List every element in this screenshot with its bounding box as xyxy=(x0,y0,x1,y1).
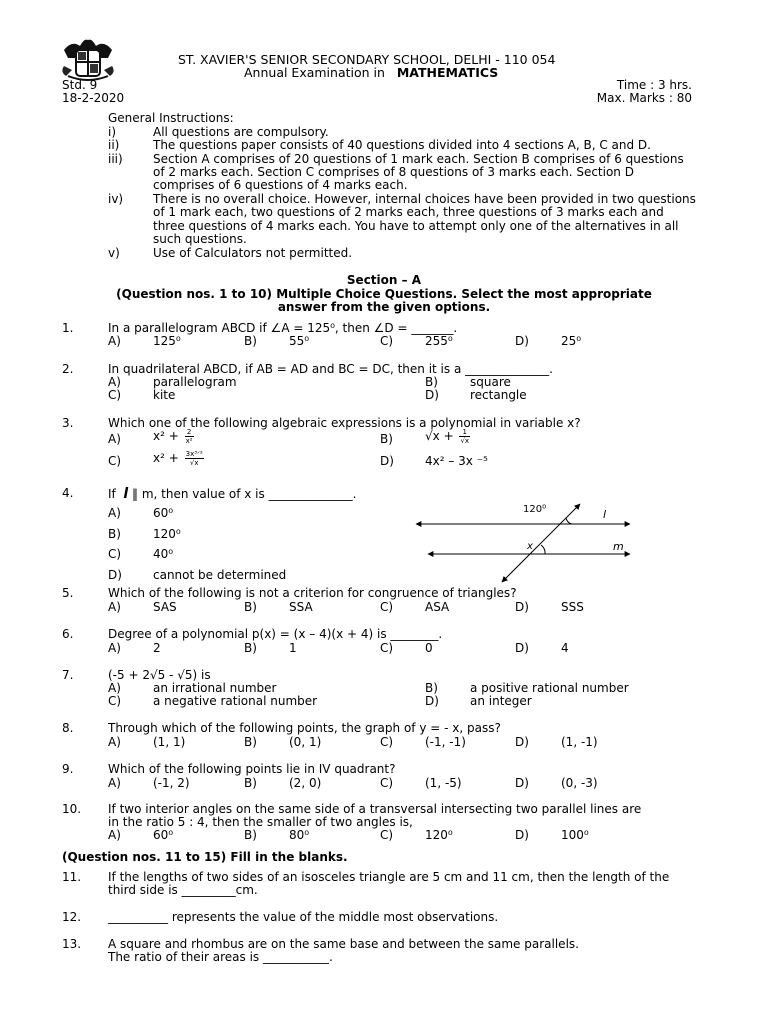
instruction-text: Use of Calculators not permitted. xyxy=(153,246,353,260)
option-text: 55⁰ xyxy=(289,334,310,348)
line-label-m: m xyxy=(613,540,624,553)
line-l-variable: l xyxy=(123,486,129,502)
fraction-numerator: 2 xyxy=(185,428,194,437)
parallel-lines-figure xyxy=(410,496,635,586)
date-label: 18-2-2020 xyxy=(62,91,125,105)
option-text: 120⁰ xyxy=(425,828,453,842)
instruction-text: There is no overall choice. However, internal choices have been provided in two questions xyxy=(153,192,696,206)
option-label: A) xyxy=(108,641,121,655)
option-text: 80⁰ xyxy=(289,828,310,842)
question-number: 9. xyxy=(62,762,74,776)
option-text: an irrational number xyxy=(153,681,277,695)
option-label: D) xyxy=(515,776,529,790)
option-text: a negative rational number xyxy=(153,694,318,708)
instruction-number: v) xyxy=(108,246,120,260)
instruction-number: iii) xyxy=(108,152,123,166)
instruction-text: The questions paper consists of 40 questions divided into 4 sections A, B, C and D. xyxy=(153,138,651,152)
question-number: 13. xyxy=(62,937,82,951)
instruction-text: All questions are compulsory. xyxy=(153,125,329,139)
option-label: A) xyxy=(108,776,121,790)
expression-prefix: √x + xyxy=(425,429,454,443)
option-text: SSA xyxy=(289,600,313,614)
option-label: C) xyxy=(108,454,122,468)
exam-subject: MATHEMATICS xyxy=(396,65,499,80)
option-text: (1, -1) xyxy=(561,735,598,749)
question-text: __________ represents the value of the middle most observations. xyxy=(108,910,499,924)
option-label: D) xyxy=(108,568,122,582)
fraction-numerator: 1 xyxy=(459,428,470,437)
question-text-line1: If the lengths of two sides of an isosceles triangle are 5 cm and 11 cm, then the length of the xyxy=(108,870,670,884)
option-expression xyxy=(153,428,194,445)
expression-prefix: x² + xyxy=(153,451,179,465)
option-text: 2 xyxy=(153,641,161,655)
question-number: 12. xyxy=(62,910,82,924)
option-label: A) xyxy=(108,600,121,614)
section-a-instruction-line2: answer from the given options. xyxy=(277,300,491,314)
option-label: A) xyxy=(108,506,121,520)
option-text: a positive rational number xyxy=(470,681,629,695)
option-text: 255⁰ xyxy=(425,334,453,348)
instruction-text: such questions. xyxy=(153,232,247,246)
time-label: Time : 3 hrs. xyxy=(616,78,692,92)
exam-title xyxy=(244,65,498,80)
instruction-number: iv) xyxy=(108,192,124,206)
expression-prefix: x² + xyxy=(153,429,179,443)
option-text: kite xyxy=(153,388,176,402)
question-text-line2: third side is _________cm. xyxy=(108,883,258,897)
option-text: (-1, -1) xyxy=(425,735,466,749)
question-text-line1: If two interior angles on the same side of a transversal intersecting two parallel lines are xyxy=(108,802,642,816)
option-label: D) xyxy=(425,694,439,708)
instruction-text: of 1 mark each, two questions of 2 marks each, three questions of 3 marks each and xyxy=(153,205,664,219)
option-label: B) xyxy=(244,334,257,348)
question-text xyxy=(108,486,356,502)
question-number: 3. xyxy=(62,416,74,430)
option-label: C) xyxy=(380,735,394,749)
option-label: C) xyxy=(108,547,122,561)
instruction-text: Section A comprises of 20 questions of 1 mark each. Section B comprises of 6 questions xyxy=(153,152,684,166)
question-number: 2. xyxy=(62,362,74,376)
option-text: 100⁰ xyxy=(561,828,589,842)
angle-label-x: x xyxy=(527,541,533,552)
question-text-line2: in the ratio 5 : 4, then the smaller of two angles is, xyxy=(108,815,413,829)
option-text: SAS xyxy=(153,600,177,614)
question-number: 11. xyxy=(62,870,82,884)
option-text: SSS xyxy=(561,600,584,614)
option-label: D) xyxy=(515,735,529,749)
option-label: C) xyxy=(108,694,122,708)
option-label: B) xyxy=(425,681,438,695)
option-text: (0, 1) xyxy=(289,735,322,749)
question-text: Which of the following points lie in IV quadrant? xyxy=(108,762,396,776)
option-text: cannot be determined xyxy=(153,568,287,582)
option-label: C) xyxy=(380,600,394,614)
option-label: C) xyxy=(380,334,394,348)
instructions-title: General Instructions: xyxy=(108,111,234,125)
question-number: 1. xyxy=(62,321,74,335)
question-text: Degree of a polynomial p(x) = (x – 4)(x + 4) is ________. xyxy=(108,627,443,641)
school-name: ST. XAVIER'S SENIOR SECONDARY SCHOOL, DELHI - 110 054 xyxy=(178,52,556,67)
instruction-text: of 2 marks each. Section C comprises of 8 questions of 3 marks each. Section D xyxy=(153,165,634,179)
transversal xyxy=(502,504,580,582)
section-a-instruction-line1: (Question nos. 1 to 10) Multiple Choice Questions. Select the most appropriate xyxy=(116,287,652,301)
question-text-end: ‖ m, then value of x is ______________. xyxy=(132,487,357,501)
option-label: B) xyxy=(108,527,121,541)
question-text-line1: A square and rhombus are on the same base and between the same parallels. xyxy=(108,937,579,951)
question-text: In quadrilateral ABCD, if AB = AD and BC = DC, then it is a ______________. xyxy=(108,362,553,376)
option-text: 125⁰ xyxy=(153,334,181,348)
option-label: D) xyxy=(425,388,439,402)
option-text: 120⁰ xyxy=(153,527,181,541)
instruction-number: i) xyxy=(108,125,117,139)
question-text-start: If xyxy=(108,487,116,501)
instruction-number: ii) xyxy=(108,138,120,152)
question-text: Through which of the following points, the graph of y = - x, pass? xyxy=(108,721,501,735)
option-text: (0, -3) xyxy=(561,776,598,790)
option-text: 4x² – 3x ⁻⁵ xyxy=(425,454,488,468)
option-text: 60⁰ xyxy=(153,506,174,520)
question-number: 10. xyxy=(62,802,82,816)
option-label: B) xyxy=(244,641,257,655)
question-number: 7. xyxy=(62,668,74,682)
option-expression xyxy=(153,450,204,467)
question-number: 5. xyxy=(62,586,74,600)
option-label: B) xyxy=(244,776,257,790)
fraction-numerator: 3x³ᐟ² xyxy=(185,450,203,458)
option-text: ASA xyxy=(425,600,450,614)
option-label: D) xyxy=(515,600,529,614)
option-label: A) xyxy=(108,375,121,389)
option-label: A) xyxy=(108,334,121,348)
fraction-denominator: √x xyxy=(189,459,199,467)
angle-arc-120 xyxy=(566,518,572,524)
angle-arc-x xyxy=(541,545,545,554)
option-label: C) xyxy=(380,828,394,842)
option-text: 40⁰ xyxy=(153,547,174,561)
fraction xyxy=(185,428,194,445)
question-text: In a parallelogram ABCD if ∠A = 125⁰, then ∠D = _______. xyxy=(108,321,458,335)
option-label: A) xyxy=(108,681,121,695)
fraction xyxy=(185,450,204,467)
line-label-l: l xyxy=(603,508,607,521)
option-text: an integer xyxy=(470,694,532,708)
option-text: 0 xyxy=(425,641,433,655)
option-label: C) xyxy=(108,388,122,402)
option-label: B) xyxy=(425,375,438,389)
option-text: (1, -5) xyxy=(425,776,462,790)
question-text: Which of the following is not a criterion for congruence of triangles? xyxy=(108,586,517,600)
option-text: square xyxy=(470,375,511,389)
school-crest-logo xyxy=(58,36,118,82)
fill-blanks-heading: (Question nos. 11 to 15) Fill in the blanks. xyxy=(62,850,348,864)
instruction-text: three questions of 4 marks each. You have to attempt only one of the alternatives in all xyxy=(153,219,679,233)
option-text: 1 xyxy=(289,641,297,655)
option-text: 60⁰ xyxy=(153,828,174,842)
option-text: parallelogram xyxy=(153,375,237,389)
option-text: 4 xyxy=(561,641,569,655)
question-number: 6. xyxy=(62,627,74,641)
question-number: 4. xyxy=(62,486,74,500)
option-label: B) xyxy=(244,600,257,614)
section-a-title: Section – A xyxy=(346,273,422,287)
question-text: Which one of the following algebraic expressions is a polynomial in variable x? xyxy=(108,416,581,430)
instruction-text: comprises of 6 questions of 4 marks each. xyxy=(153,178,408,192)
option-label: A) xyxy=(108,828,121,842)
question-text: (-5 + 2√5 - √5) is xyxy=(108,668,211,682)
fraction xyxy=(459,428,470,445)
fraction-denominator: √x xyxy=(460,437,470,445)
option-expression xyxy=(425,428,470,445)
option-label: B) xyxy=(380,432,393,446)
exam-prefix: Annual Examination in xyxy=(244,65,385,80)
std-label: Std. 9 xyxy=(62,78,98,92)
fraction-denominator: x² xyxy=(185,437,193,445)
question-number: 8. xyxy=(62,721,74,735)
option-label: B) xyxy=(244,828,257,842)
option-label: C) xyxy=(380,641,394,655)
option-text: rectangle xyxy=(470,388,527,402)
option-text: 25⁰ xyxy=(561,334,582,348)
option-label: A) xyxy=(108,735,121,749)
option-label: D) xyxy=(515,828,529,842)
option-text: (-1, 2) xyxy=(153,776,190,790)
question-text-line2: The ratio of their areas is ___________. xyxy=(108,950,333,964)
option-text: (2, 0) xyxy=(289,776,322,790)
option-label: D) xyxy=(515,641,529,655)
option-label: C) xyxy=(380,776,394,790)
option-label: D) xyxy=(380,454,394,468)
option-label: A) xyxy=(108,432,121,446)
max-marks-label: Max. Marks : 80 xyxy=(596,91,692,105)
option-label: D) xyxy=(515,334,529,348)
angle-label-120: 120⁰ xyxy=(523,504,547,515)
option-label: B) xyxy=(244,735,257,749)
option-text: (1, 1) xyxy=(153,735,186,749)
